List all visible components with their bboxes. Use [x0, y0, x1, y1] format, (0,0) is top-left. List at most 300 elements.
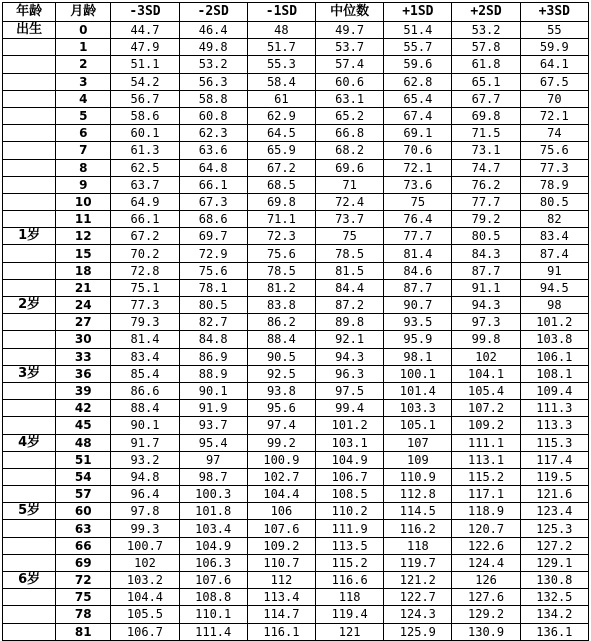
value-cell-plus2sd: 69.8 — [452, 107, 520, 124]
value-cell-plus3sd: 94.5 — [520, 279, 588, 296]
value-cell-median: 63.1 — [316, 90, 384, 107]
value-cell-median: 84.4 — [316, 279, 384, 296]
age-cell — [3, 107, 56, 124]
age-cell — [3, 262, 56, 279]
month-cell: 45 — [56, 417, 111, 434]
value-cell-median: 121 — [316, 623, 384, 640]
value-cell-median: 113.5 — [316, 537, 384, 554]
header-plus2sd: +2SD — [452, 3, 520, 22]
value-cell-minus3sd: 44.7 — [111, 22, 179, 39]
value-cell-minus1sd: 104.4 — [247, 486, 315, 503]
value-cell-plus1sd: 107 — [384, 434, 452, 451]
value-cell-plus1sd: 51.4 — [384, 22, 452, 39]
value-cell-median: 108.5 — [316, 486, 384, 503]
value-cell-plus1sd: 65.4 — [384, 90, 452, 107]
value-cell-minus1sd: 67.2 — [247, 159, 315, 176]
value-cell-minus1sd: 116.1 — [247, 623, 315, 640]
table-row — [3, 451, 589, 468]
value-cell-median: 65.2 — [316, 107, 384, 124]
age-cell — [3, 193, 56, 210]
value-cell-plus1sd: 90.7 — [384, 297, 452, 314]
value-cell-plus1sd: 81.4 — [384, 245, 452, 262]
value-cell-plus3sd: 117.4 — [520, 451, 588, 468]
month-cell: 48 — [56, 434, 111, 451]
value-cell-plus2sd: 77.7 — [452, 193, 520, 210]
value-cell-minus2sd: 104.9 — [179, 537, 247, 554]
value-cell-minus3sd: 75.1 — [111, 279, 179, 296]
table-row — [3, 176, 589, 193]
value-cell-plus3sd: 82 — [520, 211, 588, 228]
table-row — [3, 468, 589, 485]
value-cell-plus3sd: 80.5 — [520, 193, 588, 210]
value-cell-plus3sd: 121.6 — [520, 486, 588, 503]
value-cell-plus3sd: 129.1 — [520, 554, 588, 571]
value-cell-plus2sd: 117.1 — [452, 486, 520, 503]
age-cell — [3, 400, 56, 417]
month-cell: 10 — [56, 193, 111, 210]
value-cell-plus1sd: 84.6 — [384, 262, 452, 279]
value-cell-minus2sd: 103.4 — [179, 520, 247, 537]
value-cell-minus2sd: 63.6 — [179, 142, 247, 159]
value-cell-median: 97.5 — [316, 382, 384, 399]
table-row — [3, 400, 589, 417]
value-cell-plus3sd: 134.2 — [520, 606, 588, 623]
value-cell-plus1sd: 125.9 — [384, 623, 452, 640]
value-cell-plus2sd: 118.9 — [452, 503, 520, 520]
month-cell: 51 — [56, 451, 111, 468]
value-cell-median: 60.6 — [316, 73, 384, 90]
value-cell-plus2sd: 79.2 — [452, 211, 520, 228]
value-cell-minus3sd: 83.4 — [111, 348, 179, 365]
value-cell-plus1sd: 72.1 — [384, 159, 452, 176]
table-row — [3, 434, 589, 451]
value-cell-median: 69.6 — [316, 159, 384, 176]
value-cell-minus2sd: 84.8 — [179, 331, 247, 348]
age-cell — [3, 623, 56, 640]
header-month: 月龄 — [56, 3, 111, 22]
value-cell-minus3sd: 93.2 — [111, 451, 179, 468]
value-cell-minus1sd: 112 — [247, 572, 315, 589]
value-cell-plus3sd: 119.5 — [520, 468, 588, 485]
header-row — [3, 3, 589, 22]
value-cell-plus2sd: 126 — [452, 572, 520, 589]
month-cell: 18 — [56, 262, 111, 279]
value-cell-plus1sd: 103.3 — [384, 400, 452, 417]
value-cell-plus1sd: 121.2 — [384, 572, 452, 589]
value-cell-minus3sd: 63.7 — [111, 176, 179, 193]
value-cell-minus3sd: 99.3 — [111, 520, 179, 537]
value-cell-median: 92.1 — [316, 331, 384, 348]
month-cell: 57 — [56, 486, 111, 503]
value-cell-plus3sd: 115.3 — [520, 434, 588, 451]
value-cell-plus1sd: 114.5 — [384, 503, 452, 520]
value-cell-plus1sd: 75 — [384, 193, 452, 210]
value-cell-minus3sd: 66.1 — [111, 211, 179, 228]
value-cell-plus2sd: 84.3 — [452, 245, 520, 262]
value-cell-plus2sd: 109.2 — [452, 417, 520, 434]
value-cell-median: 53.7 — [316, 39, 384, 56]
month-cell: 11 — [56, 211, 111, 228]
value-cell-median: 78.5 — [316, 245, 384, 262]
value-cell-minus1sd: 68.5 — [247, 176, 315, 193]
value-cell-minus1sd: 86.2 — [247, 314, 315, 331]
month-cell: 1 — [56, 39, 111, 56]
table-row — [3, 107, 589, 124]
age-cell — [3, 486, 56, 503]
month-cell: 36 — [56, 365, 111, 382]
value-cell-minus2sd: 56.3 — [179, 73, 247, 90]
table-row — [3, 245, 589, 262]
value-cell-minus1sd: 92.5 — [247, 365, 315, 382]
value-cell-plus2sd: 104.1 — [452, 365, 520, 382]
value-cell-plus3sd: 59.9 — [520, 39, 588, 56]
value-cell-median: 81.5 — [316, 262, 384, 279]
value-cell-plus2sd: 67.7 — [452, 90, 520, 107]
header-plus1sd: +1SD — [384, 3, 452, 22]
value-cell-plus1sd: 105.1 — [384, 417, 452, 434]
value-cell-minus2sd: 66.1 — [179, 176, 247, 193]
value-cell-minus3sd: 72.8 — [111, 262, 179, 279]
table-row — [3, 331, 589, 348]
value-cell-minus2sd: 53.2 — [179, 56, 247, 73]
age-cell — [3, 245, 56, 262]
age-cell — [3, 279, 56, 296]
age-cell — [3, 159, 56, 176]
value-cell-plus1sd: 119.7 — [384, 554, 452, 571]
table-row — [3, 159, 589, 176]
table-row — [3, 297, 589, 314]
value-cell-median: 110.2 — [316, 503, 384, 520]
value-cell-plus2sd: 130.9 — [452, 623, 520, 640]
month-cell: 0 — [56, 22, 111, 39]
value-cell-minus3sd: 61.3 — [111, 142, 179, 159]
value-cell-plus1sd: 73.6 — [384, 176, 452, 193]
table-row — [3, 125, 589, 142]
value-cell-plus2sd: 91.1 — [452, 279, 520, 296]
value-cell-minus3sd: 54.2 — [111, 73, 179, 90]
value-cell-minus3sd: 102 — [111, 554, 179, 571]
value-cell-minus1sd: 81.2 — [247, 279, 315, 296]
value-cell-minus2sd: 107.6 — [179, 572, 247, 589]
table-row — [3, 211, 589, 228]
age-cell: 6岁 — [3, 572, 56, 589]
value-cell-minus3sd: 88.4 — [111, 400, 179, 417]
value-cell-plus3sd: 103.8 — [520, 331, 588, 348]
month-cell: 72 — [56, 572, 111, 589]
value-cell-plus1sd: 122.7 — [384, 589, 452, 606]
table-row — [3, 365, 589, 382]
value-cell-plus3sd: 77.3 — [520, 159, 588, 176]
value-cell-plus3sd: 74 — [520, 125, 588, 142]
value-cell-minus2sd: 90.1 — [179, 382, 247, 399]
value-cell-plus3sd: 127.2 — [520, 537, 588, 554]
value-cell-median: 94.3 — [316, 348, 384, 365]
value-cell-median: 66.8 — [316, 125, 384, 142]
value-cell-minus2sd: 78.1 — [179, 279, 247, 296]
value-cell-minus1sd: 99.2 — [247, 434, 315, 451]
table-row — [3, 486, 589, 503]
value-cell-minus2sd: 49.8 — [179, 39, 247, 56]
value-cell-minus1sd: 65.9 — [247, 142, 315, 159]
value-cell-minus3sd: 60.1 — [111, 125, 179, 142]
age-cell — [3, 520, 56, 537]
value-cell-minus1sd: 110.7 — [247, 554, 315, 571]
value-cell-plus2sd: 65.1 — [452, 73, 520, 90]
value-cell-plus3sd: 109.4 — [520, 382, 588, 399]
value-cell-minus1sd: 113.4 — [247, 589, 315, 606]
value-cell-plus3sd: 130.8 — [520, 572, 588, 589]
month-cell: 78 — [56, 606, 111, 623]
month-cell: 30 — [56, 331, 111, 348]
value-cell-minus1sd: 114.7 — [247, 606, 315, 623]
table-row — [3, 382, 589, 399]
value-cell-plus1sd: 109 — [384, 451, 452, 468]
table-row — [3, 417, 589, 434]
value-cell-median: 96.3 — [316, 365, 384, 382]
value-cell-plus1sd: 116.2 — [384, 520, 452, 537]
value-cell-plus3sd: 72.1 — [520, 107, 588, 124]
value-cell-plus2sd: 115.2 — [452, 468, 520, 485]
value-cell-median: 99.4 — [316, 400, 384, 417]
value-cell-plus1sd: 55.7 — [384, 39, 452, 56]
value-cell-plus3sd: 123.4 — [520, 503, 588, 520]
value-cell-plus2sd: 122.6 — [452, 537, 520, 554]
table-row — [3, 348, 589, 365]
value-cell-plus1sd: 98.1 — [384, 348, 452, 365]
table-row — [3, 520, 589, 537]
table-row — [3, 314, 589, 331]
value-cell-minus1sd: 58.4 — [247, 73, 315, 90]
value-cell-minus3sd: 62.5 — [111, 159, 179, 176]
table-row — [3, 537, 589, 554]
value-cell-plus1sd: 69.1 — [384, 125, 452, 142]
header-minus3sd: -3SD — [111, 3, 179, 22]
table-row — [3, 554, 589, 571]
table-row — [3, 279, 589, 296]
age-cell: 4岁 — [3, 434, 56, 451]
value-cell-minus2sd: 69.7 — [179, 228, 247, 245]
value-cell-minus1sd: 69.8 — [247, 193, 315, 210]
value-cell-plus2sd: 74.7 — [452, 159, 520, 176]
value-cell-minus1sd: 97.4 — [247, 417, 315, 434]
month-cell: 39 — [56, 382, 111, 399]
age-cell — [3, 537, 56, 554]
value-cell-plus2sd: 87.7 — [452, 262, 520, 279]
value-cell-plus1sd: 62.8 — [384, 73, 452, 90]
value-cell-minus3sd: 91.7 — [111, 434, 179, 451]
value-cell-median: 111.9 — [316, 520, 384, 537]
age-cell — [3, 314, 56, 331]
value-cell-plus1sd: 59.6 — [384, 56, 452, 73]
month-cell: 15 — [56, 245, 111, 262]
value-cell-plus2sd: 120.7 — [452, 520, 520, 537]
table-row — [3, 589, 589, 606]
value-cell-minus2sd: 86.9 — [179, 348, 247, 365]
value-cell-median: 68.2 — [316, 142, 384, 159]
value-cell-minus1sd: 78.5 — [247, 262, 315, 279]
value-cell-minus2sd: 101.8 — [179, 503, 247, 520]
value-cell-plus3sd: 136.1 — [520, 623, 588, 640]
age-cell: 2岁 — [3, 297, 56, 314]
value-cell-plus2sd: 113.1 — [452, 451, 520, 468]
age-cell — [3, 73, 56, 90]
value-cell-minus2sd: 93.7 — [179, 417, 247, 434]
value-cell-plus1sd: 77.7 — [384, 228, 452, 245]
value-cell-median: 106.7 — [316, 468, 384, 485]
value-cell-minus3sd: 85.4 — [111, 365, 179, 382]
table-row — [3, 262, 589, 279]
month-cell: 69 — [56, 554, 111, 571]
value-cell-minus3sd: 58.6 — [111, 107, 179, 124]
value-cell-plus3sd: 87.4 — [520, 245, 588, 262]
age-cell — [3, 468, 56, 485]
age-cell — [3, 589, 56, 606]
value-cell-median: 75 — [316, 228, 384, 245]
value-cell-plus3sd: 98 — [520, 297, 588, 314]
value-cell-minus3sd: 56.7 — [111, 90, 179, 107]
value-cell-plus2sd: 127.6 — [452, 589, 520, 606]
value-cell-minus3sd: 96.4 — [111, 486, 179, 503]
month-cell: 60 — [56, 503, 111, 520]
value-cell-plus2sd: 107.2 — [452, 400, 520, 417]
value-cell-minus2sd: 75.6 — [179, 262, 247, 279]
value-cell-minus2sd: 58.8 — [179, 90, 247, 107]
value-cell-plus2sd: 53.2 — [452, 22, 520, 39]
month-cell: 9 — [56, 176, 111, 193]
height-for-age-table — [2, 2, 589, 641]
value-cell-minus3sd: 100.7 — [111, 537, 179, 554]
value-cell-minus1sd: 61 — [247, 90, 315, 107]
value-cell-minus1sd: 64.5 — [247, 125, 315, 142]
value-cell-plus2sd: 76.2 — [452, 176, 520, 193]
age-cell: 3岁 — [3, 365, 56, 382]
month-cell: 27 — [56, 314, 111, 331]
header-age: 年龄 — [3, 3, 56, 22]
age-cell — [3, 176, 56, 193]
month-cell: 7 — [56, 142, 111, 159]
value-cell-minus3sd: 79.3 — [111, 314, 179, 331]
header-plus3sd: +3SD — [520, 3, 588, 22]
value-cell-plus1sd: 67.4 — [384, 107, 452, 124]
value-cell-plus2sd: 102 — [452, 348, 520, 365]
value-cell-minus3sd: 81.4 — [111, 331, 179, 348]
header-minus1sd: -1SD — [247, 3, 315, 22]
value-cell-minus1sd: 95.6 — [247, 400, 315, 417]
table-row — [3, 606, 589, 623]
age-cell — [3, 90, 56, 107]
month-cell: 5 — [56, 107, 111, 124]
month-cell: 66 — [56, 537, 111, 554]
value-cell-minus1sd: 71.1 — [247, 211, 315, 228]
value-cell-median: 49.7 — [316, 22, 384, 39]
value-cell-minus2sd: 110.1 — [179, 606, 247, 623]
value-cell-plus1sd: 112.8 — [384, 486, 452, 503]
table-row — [3, 56, 589, 73]
value-cell-plus3sd: 64.1 — [520, 56, 588, 73]
value-cell-minus2sd: 108.8 — [179, 589, 247, 606]
value-cell-plus3sd: 101.2 — [520, 314, 588, 331]
value-cell-minus3sd: 90.1 — [111, 417, 179, 434]
value-cell-minus2sd: 64.8 — [179, 159, 247, 176]
value-cell-minus1sd: 62.9 — [247, 107, 315, 124]
month-cell: 81 — [56, 623, 111, 640]
table-row — [3, 572, 589, 589]
value-cell-plus3sd: 113.3 — [520, 417, 588, 434]
value-cell-plus3sd: 78.9 — [520, 176, 588, 193]
age-cell — [3, 382, 56, 399]
value-cell-minus2sd: 72.9 — [179, 245, 247, 262]
value-cell-plus2sd: 71.5 — [452, 125, 520, 142]
value-cell-minus3sd: 67.2 — [111, 228, 179, 245]
month-cell: 4 — [56, 90, 111, 107]
value-cell-plus2sd: 80.5 — [452, 228, 520, 245]
table-row — [3, 142, 589, 159]
month-cell: 2 — [56, 56, 111, 73]
value-cell-minus1sd: 102.7 — [247, 468, 315, 485]
value-cell-minus3sd: 64.9 — [111, 193, 179, 210]
value-cell-plus3sd: 108.1 — [520, 365, 588, 382]
value-cell-plus2sd: 94.3 — [452, 297, 520, 314]
value-cell-minus3sd: 51.1 — [111, 56, 179, 73]
value-cell-median: 119.4 — [316, 606, 384, 623]
value-cell-plus2sd: 129.2 — [452, 606, 520, 623]
value-cell-plus3sd: 106.1 — [520, 348, 588, 365]
value-cell-minus3sd: 77.3 — [111, 297, 179, 314]
value-cell-plus1sd: 118 — [384, 537, 452, 554]
value-cell-median: 89.8 — [316, 314, 384, 331]
value-cell-plus1sd: 70.6 — [384, 142, 452, 159]
age-cell — [3, 56, 56, 73]
value-cell-minus1sd: 90.5 — [247, 348, 315, 365]
value-cell-minus3sd: 105.5 — [111, 606, 179, 623]
value-cell-minus1sd: 109.2 — [247, 537, 315, 554]
table-row — [3, 503, 589, 520]
value-cell-minus2sd: 80.5 — [179, 297, 247, 314]
month-cell: 21 — [56, 279, 111, 296]
value-cell-minus2sd: 82.7 — [179, 314, 247, 331]
value-cell-median: 101.2 — [316, 417, 384, 434]
header-median: 中位数 — [316, 3, 384, 22]
value-cell-plus2sd: 73.1 — [452, 142, 520, 159]
value-cell-plus2sd: 97.3 — [452, 314, 520, 331]
value-cell-median: 72.4 — [316, 193, 384, 210]
value-cell-minus2sd: 62.3 — [179, 125, 247, 142]
age-cell — [3, 554, 56, 571]
table-row — [3, 39, 589, 56]
header-minus2sd: -2SD — [179, 3, 247, 22]
value-cell-minus3sd: 70.2 — [111, 245, 179, 262]
value-cell-plus1sd: 93.5 — [384, 314, 452, 331]
value-cell-minus3sd: 106.7 — [111, 623, 179, 640]
value-cell-minus1sd: 48 — [247, 22, 315, 39]
table-row — [3, 193, 589, 210]
value-cell-minus2sd: 88.9 — [179, 365, 247, 382]
value-cell-minus2sd: 46.4 — [179, 22, 247, 39]
value-cell-median: 118 — [316, 589, 384, 606]
age-cell — [3, 417, 56, 434]
value-cell-median: 87.2 — [316, 297, 384, 314]
value-cell-plus3sd: 55 — [520, 22, 588, 39]
value-cell-plus1sd: 95.9 — [384, 331, 452, 348]
age-cell: 1岁 — [3, 228, 56, 245]
value-cell-plus1sd: 76.4 — [384, 211, 452, 228]
value-cell-plus3sd: 111.3 — [520, 400, 588, 417]
value-cell-median: 73.7 — [316, 211, 384, 228]
value-cell-minus1sd: 83.8 — [247, 297, 315, 314]
value-cell-minus2sd: 67.3 — [179, 193, 247, 210]
value-cell-minus2sd: 91.9 — [179, 400, 247, 417]
value-cell-minus1sd: 75.6 — [247, 245, 315, 262]
